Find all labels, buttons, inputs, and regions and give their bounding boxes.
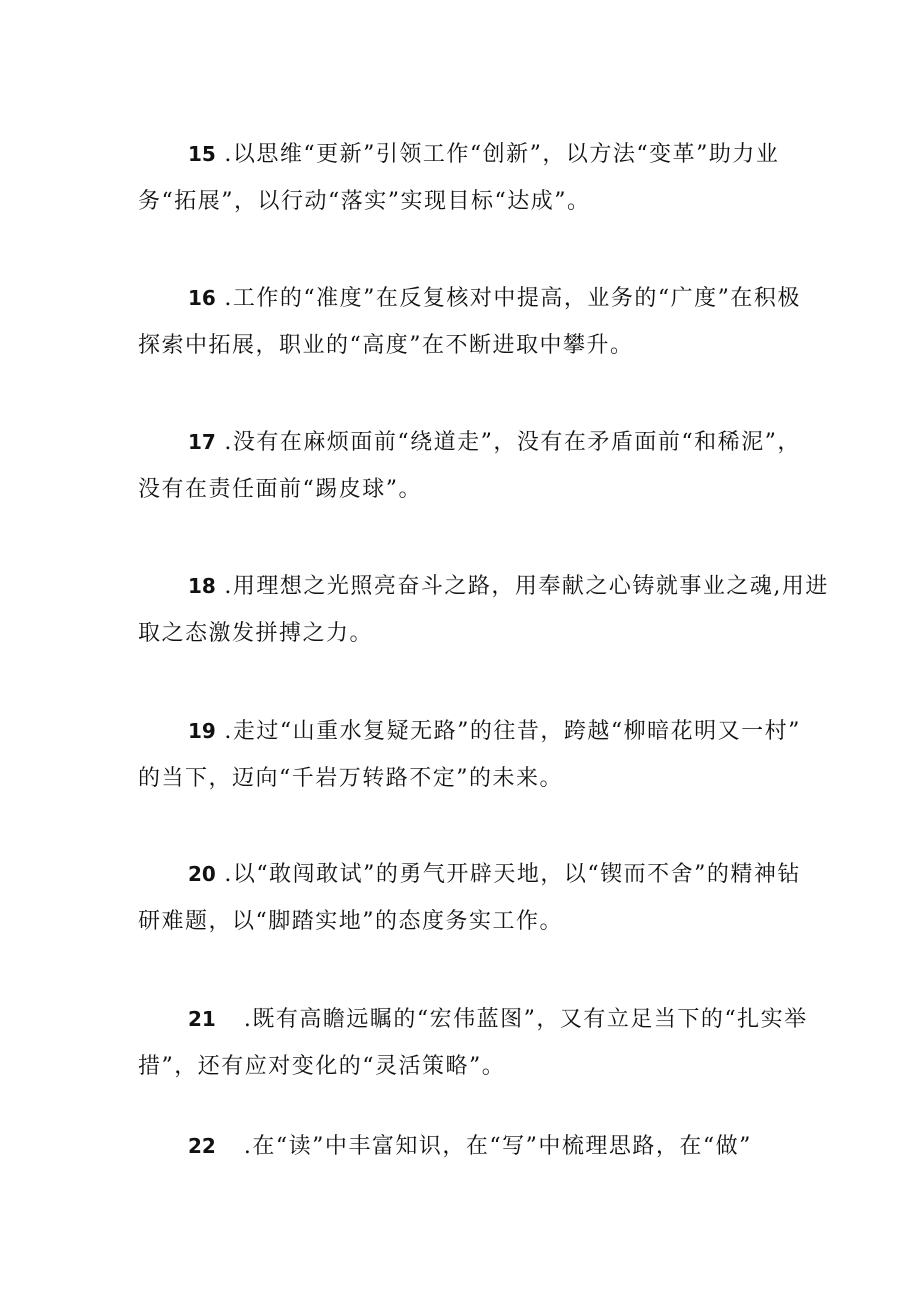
item-line bbox=[138, 563, 829, 610]
list-item bbox=[138, 851, 801, 945]
list-item bbox=[138, 1123, 798, 1170]
item-line bbox=[138, 419, 801, 466]
item-line: 务“拓展”，以行动“落实”实现目标“达成”。 bbox=[138, 189, 591, 214]
item-number: 15 bbox=[188, 142, 216, 166]
item-text: .以“敢闯敢试”的勇气开辟天地，以“锲而不舍”的精神钻 bbox=[215, 862, 801, 887]
list-item bbox=[138, 996, 808, 1090]
item-line: 没有在责任面前“踢皮球”。 bbox=[138, 477, 422, 502]
item-text: .工作的“准度”在反复核对中提高，业务的“广度”在积极 bbox=[215, 286, 801, 311]
item-number: 21 bbox=[188, 1007, 216, 1031]
item-text: .没有在麻烦面前“绕道走”，没有在矛盾面前“和稀泥”， bbox=[215, 430, 801, 455]
item-line: 措”，还有应对变化的“灵活策略”。 bbox=[138, 1054, 506, 1079]
list-item bbox=[138, 419, 801, 513]
item-text: .用理想之光照亮奋斗之路，用奉献之心铸就事业之魂,用进 bbox=[215, 574, 829, 599]
item-line bbox=[138, 708, 801, 755]
item-text: .在“读”中丰富知识，在“写”中梳理思路，在“做” bbox=[243, 1134, 752, 1159]
item-number: 18 bbox=[188, 574, 216, 598]
item-number: 19 bbox=[188, 719, 216, 743]
item-line: 的当下，迈向“千岩万转路不定”的未来。 bbox=[138, 766, 563, 791]
item-number: 20 bbox=[188, 862, 216, 886]
item-text: .走过“山重水复疑无路”的往昔，跨越“柳暗花明又一村” bbox=[215, 719, 801, 744]
item-line: 研难题，以“脚踏实地”的态度务实工作。 bbox=[138, 909, 563, 934]
item-number: 17 bbox=[188, 430, 216, 454]
item-line bbox=[138, 996, 808, 1043]
item-line: 取之态激发拼搏之力。 bbox=[138, 621, 374, 646]
item-line bbox=[138, 851, 801, 898]
list-item bbox=[138, 563, 829, 657]
item-line bbox=[138, 131, 798, 178]
item-line bbox=[138, 1123, 798, 1170]
list-item bbox=[138, 275, 801, 369]
list-item bbox=[138, 131, 798, 225]
item-text: .以思维“更新”引领工作“创新”，以方法“变革”助力业 bbox=[215, 142, 780, 167]
item-number: 16 bbox=[188, 286, 216, 310]
list-item bbox=[138, 708, 801, 802]
item-line: 探索中拓展，职业的“高度”在不断进取中攀升。 bbox=[138, 333, 634, 358]
item-text: .既有高瞻远瞩的“宏伟蓝图”，又有立足当下的“扎实举 bbox=[243, 1007, 808, 1032]
item-number: 22 bbox=[188, 1134, 216, 1158]
item-line bbox=[138, 275, 801, 322]
